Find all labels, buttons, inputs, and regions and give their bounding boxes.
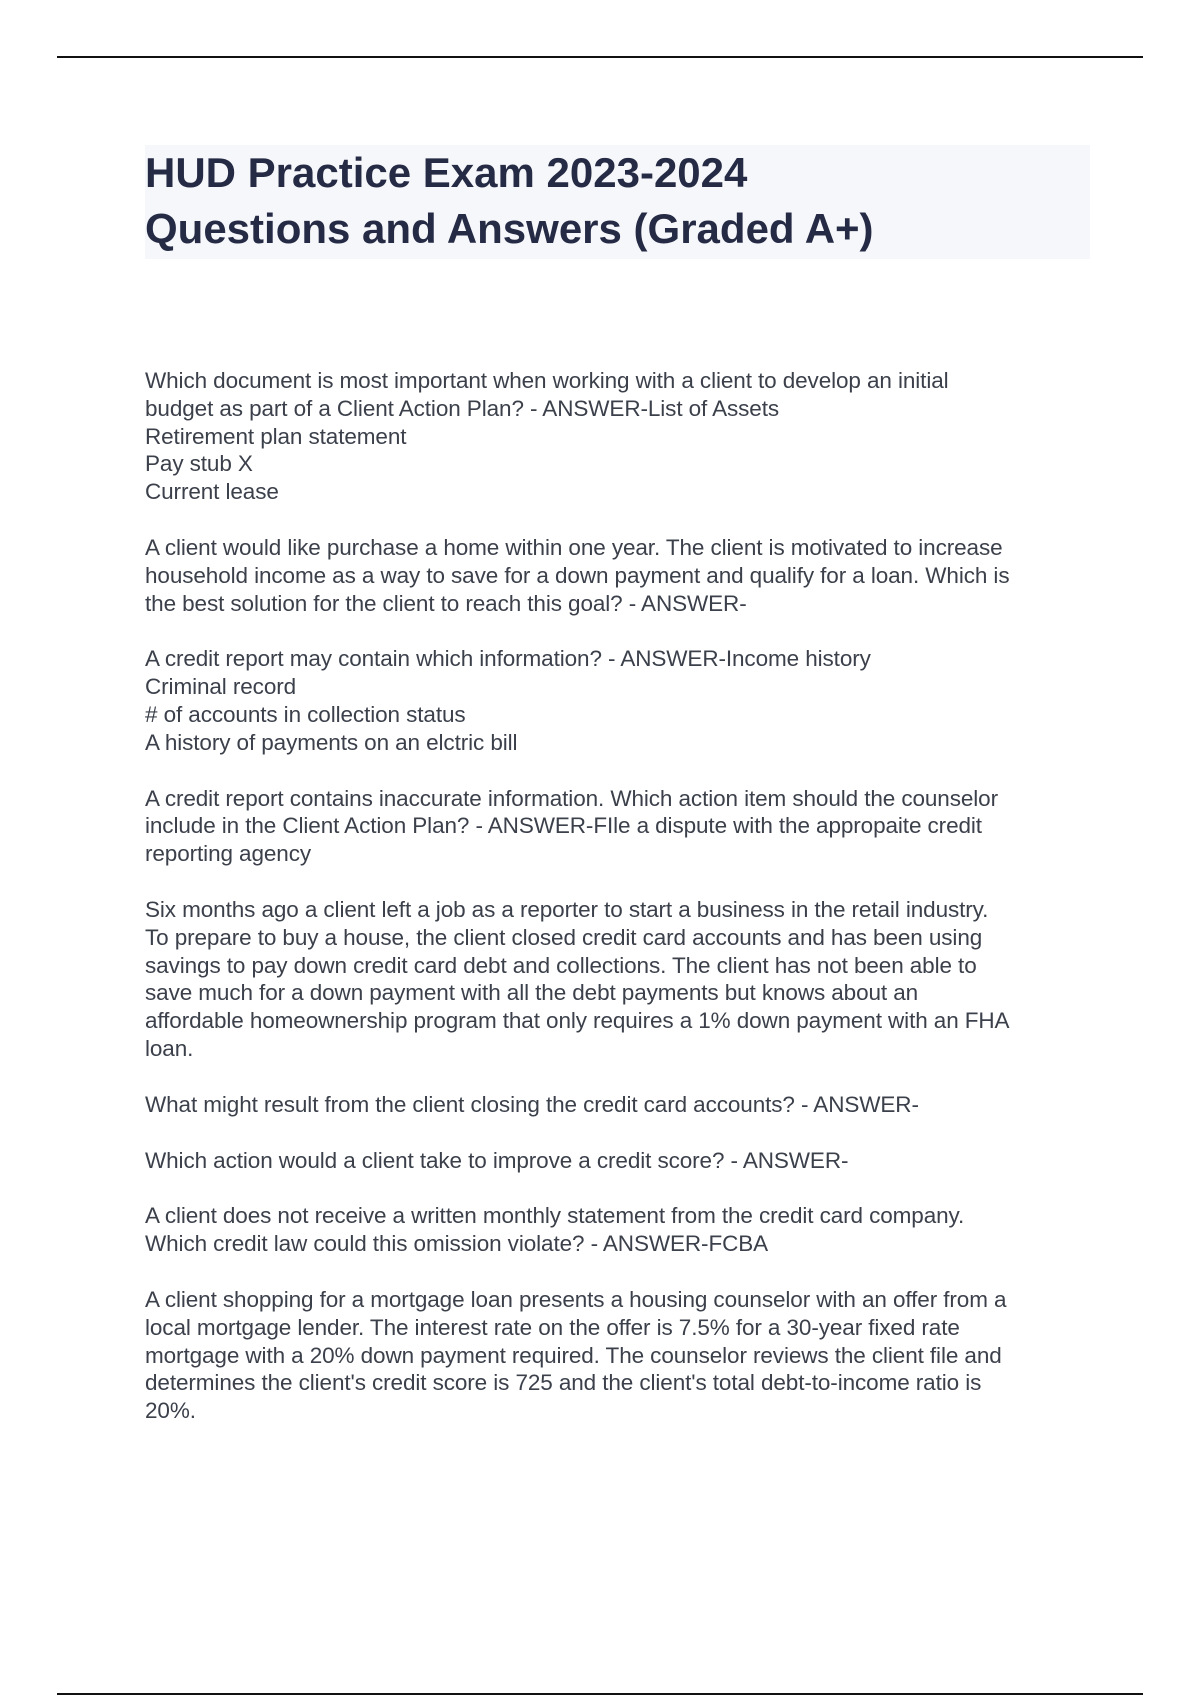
qa-line: save much for a down payment with all the debt payments but knows about an [145, 980, 919, 1006]
qa-item-2 [145, 534, 1095, 617]
qa-line: Which document is most important when working with a client to develop an initial [145, 368, 949, 393]
qa-line: A client does not receive a written monthly statement from the credit card company. [145, 1203, 965, 1229]
qa-line: What might result from the client closing the credit card accounts? - ANSWER- [145, 1091, 919, 1117]
qa-line: budget as part of a Client Action Plan? - ANSWER-List of Assets [145, 395, 780, 421]
qa-line: local mortgage lender. The interest rate on the offer is 7.5% for a 30-year fixed rate [145, 1314, 960, 1340]
qa-line: Criminal record [145, 674, 297, 700]
qa-line: the best solution for the client to reach this goal? - ANSWER- [145, 590, 747, 616]
qa-line: A history of payments on an elctric bill [145, 729, 518, 755]
qa-line: A client shopping for a mortgage loan presents a housing counselor with an offer from a [145, 1286, 1007, 1312]
qa-line: savings to pay down credit card debt and collections. The client has not been able to [145, 952, 977, 978]
qa-line: Retirement plan statement [145, 423, 407, 449]
qa-item-6 [145, 1091, 1095, 1119]
qa-line: A client would like purchase a home within one year. The client is motivated to increase [145, 534, 1003, 560]
qa-item-3 [145, 645, 1095, 756]
qa-line: mortgage with a 20% down payment required. The counselor reviews the client file and [145, 1342, 1002, 1368]
bottom-rule [57, 1693, 1143, 1695]
qa-line: Six months ago a client left a job as a reporter to start a business in the retail industry. [145, 896, 989, 922]
qa-content [145, 367, 1095, 1453]
qa-line: Pay stub X [145, 451, 253, 477]
document-title [145, 145, 1090, 259]
qa-line: 20%. [145, 1398, 196, 1424]
qa-line: determines the client's credit score is 725 and the client's total debt-to-income ratio is [145, 1370, 982, 1396]
qa-line: Which credit law could this omission violate? - ANSWER-FCBA [145, 1231, 769, 1257]
qa-line: loan. [145, 1035, 194, 1061]
qa-item-7 [145, 1147, 1095, 1175]
qa-item-1 [145, 367, 1095, 506]
qa-line: household income as a way to save for a down payment and qualify for a loan. Which is [145, 562, 1010, 588]
title-line-1: HUD Practice Exam 2023-2024 [145, 149, 748, 196]
qa-line: affordable homeownership program that only requires a 1% down payment with an FHA [145, 1008, 1010, 1034]
qa-line: A credit report contains inaccurate information. Which action item should the counselor [145, 785, 998, 811]
qa-item-8 [145, 1202, 1095, 1258]
qa-line: reporting agency [145, 841, 312, 867]
qa-line: # of accounts in collection status [145, 701, 466, 727]
title-line-2: Questions and Answers (Graded A+) [145, 205, 874, 252]
qa-item-9 [145, 1286, 1095, 1425]
qa-line: Which action would a client take to improve a credit score? - ANSWER- [145, 1147, 849, 1173]
top-rule [57, 56, 1143, 58]
qa-line: include in the Client Action Plan? - ANSWER-FIle a dispute with the appropaite credit [145, 813, 982, 839]
qa-line: Current lease [145, 479, 279, 505]
qa-line: To prepare to buy a house, the client closed credit card accounts and has been using [145, 924, 983, 950]
qa-item-5 [145, 896, 1095, 1063]
qa-line: A credit report may contain which information? - ANSWER-Income history [145, 646, 871, 672]
qa-item-4 [145, 785, 1095, 868]
